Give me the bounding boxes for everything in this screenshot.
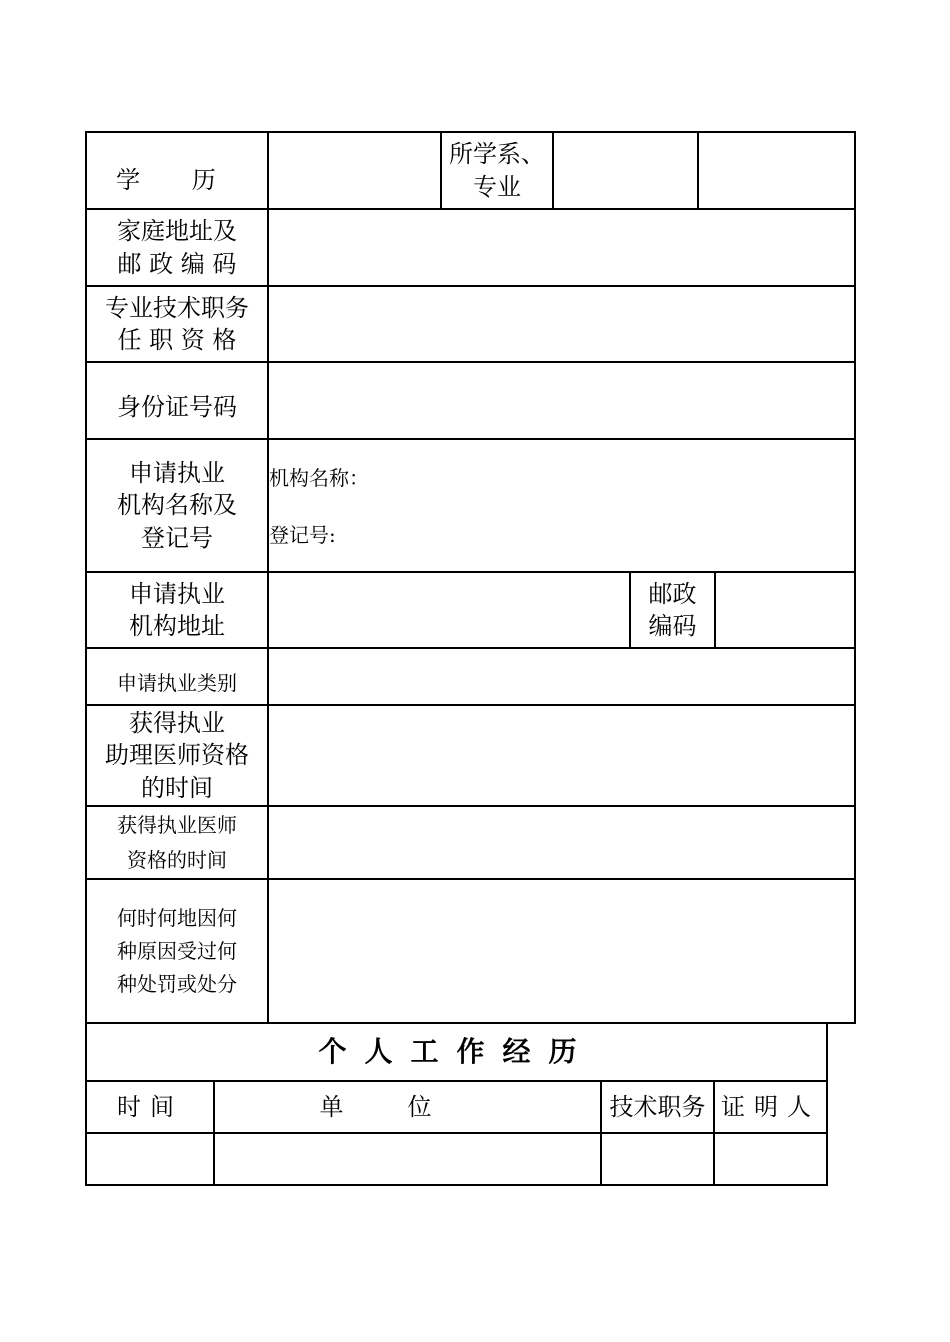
practice-institution-label: 申请执业 机构名称及 登记号 xyxy=(117,458,237,552)
column-header-position: 技术职务 xyxy=(609,1092,706,1121)
table-border-right xyxy=(854,131,856,1024)
column-divider xyxy=(552,131,554,210)
department-major-label: 所学系、 专业 xyxy=(449,140,545,201)
title-qualification-label: 专业技术职务 任 职 资 格 xyxy=(105,293,249,354)
row-divider xyxy=(85,1132,828,1134)
column-header-unit: 单位 xyxy=(319,1092,496,1121)
id-number-label: 身份证号码 xyxy=(117,392,237,421)
row-divider xyxy=(85,361,856,363)
practice-category-label: 申请执业类别 xyxy=(117,670,237,695)
row-divider xyxy=(85,647,856,649)
punishment-label: 何时何地因何 种原因受过何 种处罚或处分 xyxy=(117,905,237,996)
assistant-qualification-time-label: 获得执业 助理医师资格 的时间 xyxy=(105,708,249,802)
table-border-bottom xyxy=(85,1184,828,1186)
postal-code-label: 邮政 编码 xyxy=(648,579,697,640)
column-divider xyxy=(714,571,716,649)
registration-no-field[interactable]: 登记号: xyxy=(269,523,336,547)
work-table-border-right xyxy=(826,1022,828,1186)
column-divider xyxy=(697,131,699,210)
physician-qualification-time-label: 获得执业医师 资格的时间 xyxy=(117,812,237,872)
label-column-divider xyxy=(267,131,269,1024)
column-header-time: 时间 xyxy=(117,1092,183,1121)
education-label: 学 历 xyxy=(116,165,238,194)
home-address-label: 家庭地址及 邮 政 编 码 xyxy=(117,217,237,278)
column-header-witness: 证明人 xyxy=(721,1092,820,1121)
work-history-title: 个人工作经历 xyxy=(318,1035,595,1069)
institution-name-field[interactable]: 机构名称： xyxy=(269,466,369,490)
institution-address-label: 申请执业 机构地址 xyxy=(129,579,225,640)
